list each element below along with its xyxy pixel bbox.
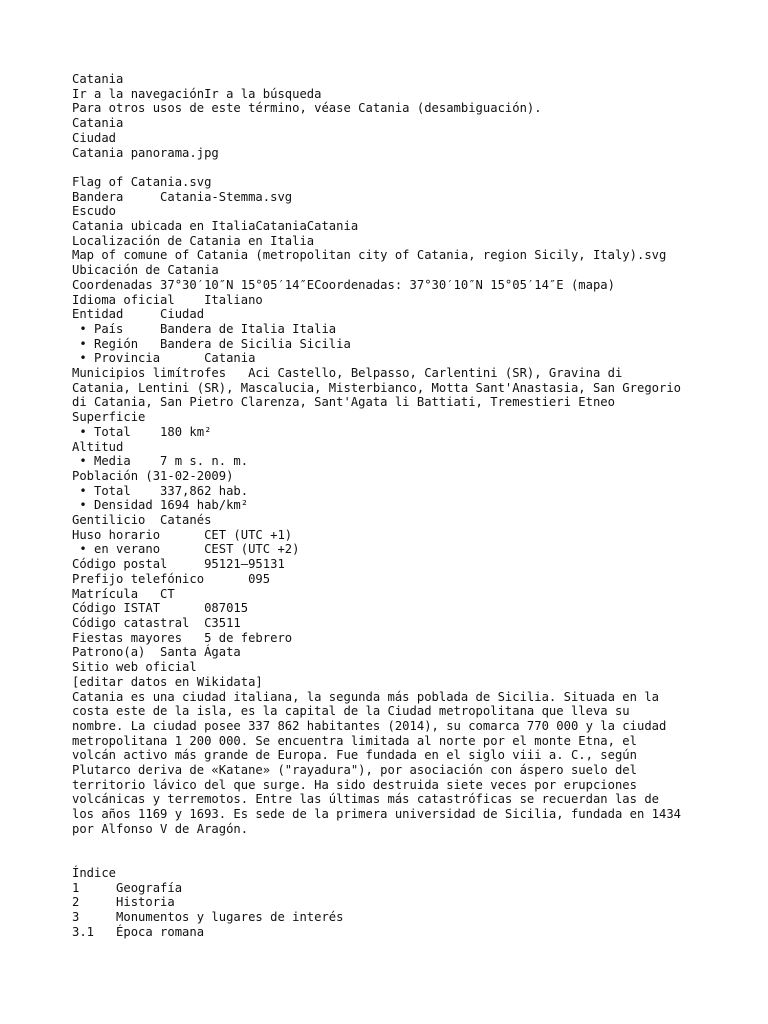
text-line: 1 Geografía bbox=[72, 880, 183, 895]
text-line: • Total 180 km² bbox=[72, 424, 212, 439]
text-line: por Alfonso V de Aragón. bbox=[72, 821, 249, 836]
text-line: • Provincia Catania bbox=[72, 351, 256, 366]
text-line: Map of comune of Catania (metropolitan city of Catania, region Sicily, Italy).svg bbox=[72, 248, 667, 263]
text-line: Flag of Catania.svg bbox=[72, 174, 212, 189]
text-line: Ir a la navegaciónIr a la búsqueda bbox=[72, 86, 322, 101]
text-line: Catania, Lentini (SR), Mascalucia, Misterbianco, Motta Sant'Anastasia, San Gregorio bbox=[72, 380, 682, 395]
text-line: • País Bandera de Italia Italia bbox=[72, 321, 337, 336]
text-line: • Media 7 m s. n. m. bbox=[72, 454, 249, 469]
text-line: Fiestas mayores 5 de febrero bbox=[72, 630, 293, 645]
text-line: Entidad Ciudad bbox=[72, 307, 205, 322]
text-line: Municipios limítrofes Aci Castello, Belpasso, Carlentini (SR), Gravina di bbox=[72, 366, 623, 381]
text-line: Gentilicio Catanés bbox=[72, 513, 212, 528]
text-line: • en verano CEST (UTC +2) bbox=[72, 542, 300, 557]
text-line: Ciudad bbox=[72, 130, 117, 145]
text-line: Índice bbox=[72, 865, 117, 880]
text-line: Prefijo telefónico 095 bbox=[72, 571, 271, 586]
text-line: • Total 337,862 hab. bbox=[72, 483, 249, 498]
text-line: Superficie bbox=[72, 410, 146, 425]
text-line: Catania panorama.jpg bbox=[72, 145, 219, 160]
text-line: 3.1 Época romana bbox=[72, 924, 205, 939]
text-line: Huso horario CET (UTC +1) bbox=[72, 527, 293, 542]
text-line: Patrono(a) Santa Ágata bbox=[72, 645, 241, 660]
text-line: Localización de Catania en Italia bbox=[72, 233, 315, 248]
text-line: nombre. La ciudad posee 337 862 habitantes (2014), su comarca 770 000 y la ciudad bbox=[72, 718, 667, 733]
text-line bbox=[72, 837, 712, 852]
text-line: Plutarco deriva de «Katane» ("rayadura"), por asociación con áspero suelo del bbox=[72, 763, 637, 778]
text-line: Catania bbox=[72, 72, 124, 86]
text-line: Catania bbox=[72, 116, 124, 131]
text-line: Ubicación de Catania bbox=[72, 263, 219, 278]
text-line: Código catastral C3511 bbox=[72, 616, 241, 630]
text-line: Población (31-02-2009) bbox=[72, 468, 234, 483]
text-line: Idioma oficial Italiano bbox=[72, 292, 263, 307]
text-line bbox=[72, 851, 712, 866]
text-line: [editar datos en Wikidata] bbox=[72, 674, 263, 689]
text-line: Para otros usos de este término, véase Catania (desambiguación). bbox=[72, 101, 542, 116]
text-line: Catania es una ciudad italiana, la segunda más poblada de Sicilia. Situada en la bbox=[72, 689, 659, 704]
text-line: Escudo bbox=[72, 204, 117, 219]
text-line: 3 Monumentos y lugares de interés bbox=[72, 910, 344, 925]
text-line: di Catania, San Pietro Clarenza, Sant'Agata li Battiati, Tremestieri Etneo bbox=[72, 395, 615, 410]
text-line: Sitio web oficial bbox=[72, 660, 197, 675]
text-line: Matrícula CT bbox=[72, 586, 175, 601]
text-line: 2 Historia bbox=[72, 895, 175, 910]
text-line: volcánicas y terremotos. Entre las últimas más catastróficas se recuerdan las de bbox=[72, 792, 659, 807]
text-line: Bandera Catania-Stemma.svg bbox=[72, 189, 293, 204]
text-line: Código postal 95121–95131 bbox=[72, 557, 285, 572]
document-text bbox=[72, 72, 712, 939]
text-line: Coordenadas 37°30′10″N 15°05′14″ECoordenadas: 37°30′10″N 15°05′14″E (mapa) bbox=[72, 277, 615, 292]
text-line: Código ISTAT 087015 bbox=[72, 601, 249, 616]
text-line: • Región Bandera de Sicilia Sicilia bbox=[72, 336, 351, 351]
text-line: territorio lávico del que surge. Ha sido destruida siete veces por erupciones bbox=[72, 777, 637, 792]
text-line: metropolitana 1 200 000. Se encuentra limitada al norte por el monte Etna, el bbox=[72, 733, 637, 748]
text-line: volcán activo más grande de Europa. Fue fundada en el siglo viii a. C., según bbox=[72, 748, 637, 763]
text-line: los años 1169 y 1693. Es sede de la primera universidad de Sicilia, fundada en 1434 bbox=[72, 807, 682, 822]
text-line bbox=[72, 160, 712, 175]
text-line: costa este de la isla, es la capital de la Ciudad metropolitana que lleva su bbox=[72, 704, 630, 719]
text-line: Altitud bbox=[72, 439, 124, 454]
text-line: Catania ubicada en ItaliaCataniaCatania bbox=[72, 219, 359, 234]
text-line: • Densidad 1694 hab/km² bbox=[72, 498, 249, 513]
